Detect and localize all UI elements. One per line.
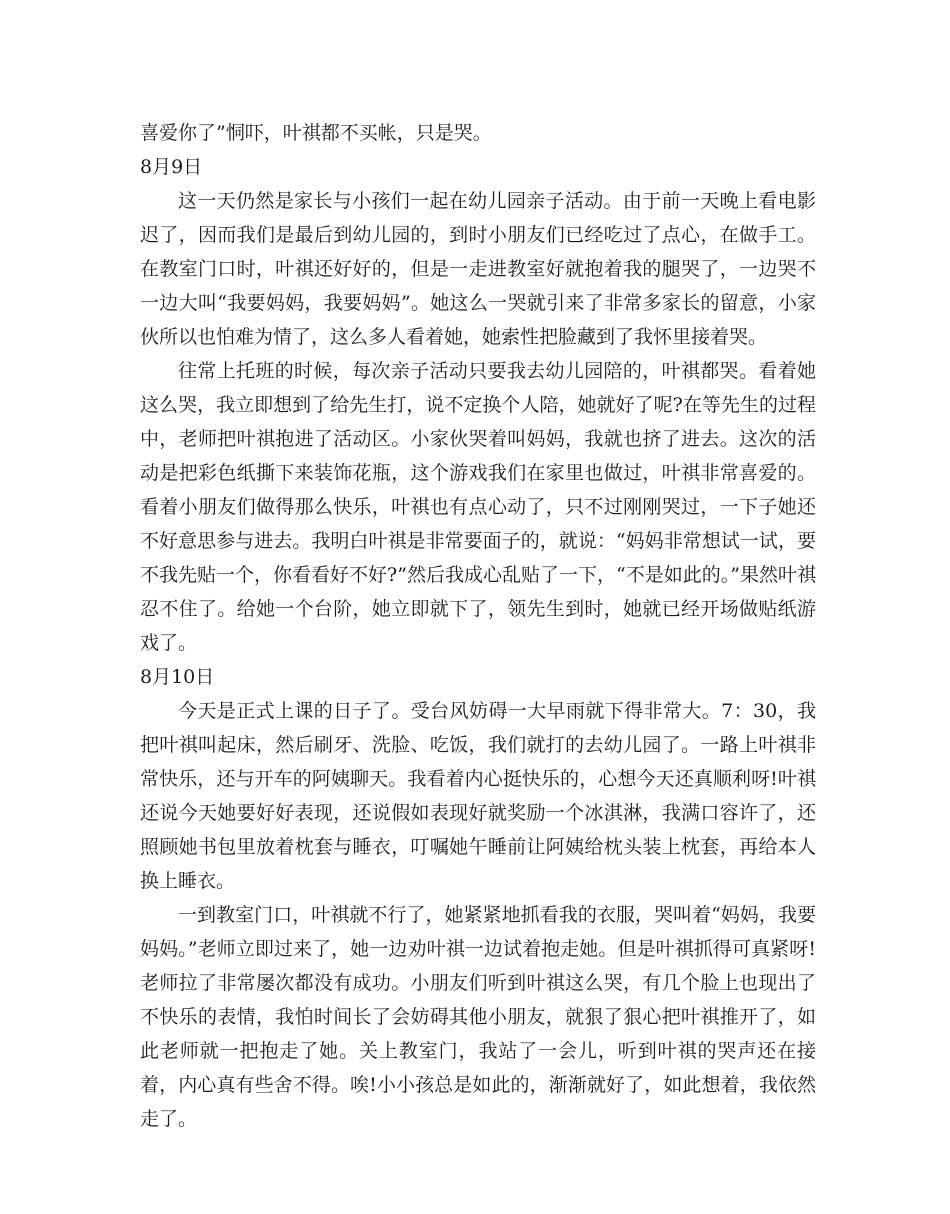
diary-date-aug-9: 8月9日: [140, 156, 203, 178]
paragraph-aug-9-activity: 这一天仍然是家长与小孩们一起在幼儿园亲子活动。由于前一天晚上看电影迟了，因而我们是最后到幼儿园的，到时小朋友们已经吃过了点心，在做手工。在教室门口时，叶祺还好好的，但是一走进教室好就抱着我的腿哭了，一边哭不一边大叫“我要妈妈，我要妈妈”。她这么一哭就引来了非常多家长的留意，小家伙所以也怕难为情了，这么多人看着她，她索性把脸藏到了我怀里接着哭。: [140, 190, 816, 348]
paragraph-aug-9-crafts: 往常上托班的时候，每次亲子活动只要我去幼儿园陪的，叶祺都哭。看着她这么哭，我立即想到了给先生打，说不定换个人陪，她就好了呢?在等先生的过程中，老师把叶祺抱进了活动区。小家伙哭着叫妈妈，我就也挤了进去。这次的活动是把彩色纸撕下来装饰花瓶，这个游戏我们在家里也做过，叶祺非常喜爱的。看着小朋友们做得那么快乐，叶祺也有点心动了，只不过刚刚哭过，一下子她还不好意思参与进去。我明白叶祺是非常要面子的，就说：“妈妈非常想试一试，要不我先贴一个，你看看好不好?”然后我成心乱贴了一下，“不是如此的。”果然叶祺忍不住了。给她一个台阶，她立即就下了，领先生到时，她就已经开场做贴纸游戏了。: [140, 360, 816, 654]
paragraph-aug-10-morning: 今天是正式上课的日子了。受台风妨碍一大早雨就下得非常大。7：30，我把叶祺叫起床，然后刷牙、洗脸、吃饭，我们就打的去幼儿园了。一路上叶祺非常快乐，还与开车的阿姨聊天。我看着内心挺快乐的，心想今天还真顺利呀!叶祺还说今天她要好好表现，还说假如表现好就奖励一个冰淇淋，我满口容许了，还照顾她书包里放着枕套与睡衣，叮嘱她午睡前让阿姨给枕头装上枕套，再给本人换上睡衣。: [140, 700, 816, 892]
paragraph-aug-10-classroom: 一到教室门口，叶祺就不行了，她紧紧地抓看我的衣服，哭叫着“妈妈，我要妈妈。”老师立即过来了，她一边劝叶祺一边试着抱走她。但是叶祺抓得可真紧呀!老师拉了非常屡次都没有成功。小朋友们听到叶祺这么哭，有几个脸上也现出了不快乐的表情，我怕时间长了会妨碍其他小朋友，就狠了狠心把叶祺推开了，如此老师就一把抱走了她。关上教室门，我站了一会儿，听到叶祺的哭声还在接着，内心真有些舍不得。唉!小小孩总是如此的，渐渐就好了，如此想着，我依然走了。: [140, 904, 816, 1130]
document-body: [140, 116, 816, 1136]
paragraph-continuation: 喜爱你了”恫吓，叶祺都不买帐，只是哭。: [140, 122, 492, 144]
diary-date-aug-10: 8月10日: [140, 666, 215, 688]
